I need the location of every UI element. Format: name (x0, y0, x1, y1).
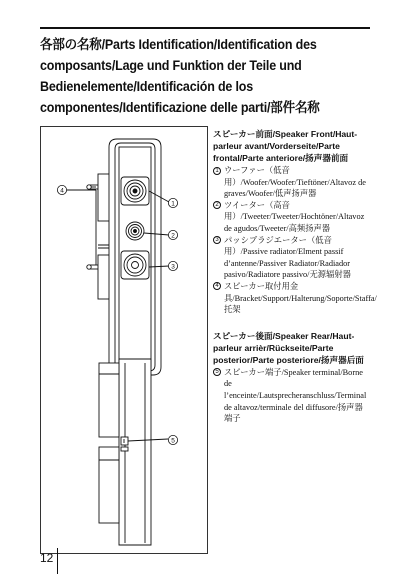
speaker-illustration (40, 126, 208, 554)
list-item (213, 165, 371, 200)
list-item (213, 235, 371, 281)
callout-2-label: 2 (171, 232, 175, 240)
item-text-3: パッシブラジエーター（低音用）/Passive radiator/Elment passif d’antenne/Passiver Radiator/Radiador pasivo/Radiatore passivo/无源辐射器 (224, 235, 351, 280)
callout-4 (57, 185, 66, 194)
callout-5-label: 5 (171, 437, 175, 445)
callout-3 (168, 261, 177, 270)
callout-3-label: 3 (171, 263, 175, 271)
item-text-5: スピーカー端子/Speaker terminal/Borne de l’enceinte/Lautsprecheranschluss/Terminal de altavoz/terminale del diffusore/扬声器端子 (224, 367, 367, 424)
tweeter-drawing (126, 222, 144, 240)
woofer-drawing (121, 177, 149, 205)
rear-bracket-lower (99, 447, 119, 523)
front-section (213, 128, 377, 316)
callout-1 (168, 198, 177, 207)
rear-section-title: スピーカー後面/Speaker Rear/Haut-parleur arrièr/Rückseite/Parte posterior/Parte posteriore/扬声器后面 (213, 330, 364, 365)
callout-5 (168, 435, 177, 444)
callout-4-label: 4 (60, 187, 64, 195)
callout-1-label: 1 (171, 200, 175, 208)
rear-section (213, 330, 371, 425)
rear-cabinet (119, 359, 151, 545)
item-text-2: ツイーター（高音用）/Tweeter/Tweeter/Hochtöner/Altavoz de agudos/Tweeter/高频扬声器 (224, 200, 365, 233)
page-number-divider (57, 548, 58, 574)
item-number-1: 1 (213, 167, 221, 175)
speaker-terminal-drawing (121, 437, 128, 451)
list-item (213, 367, 371, 425)
front-parts-list (213, 165, 377, 316)
callout-2 (168, 230, 177, 239)
item-number-2: 2 (213, 201, 221, 209)
item-number-5: 5 (213, 368, 221, 376)
passive-radiator-drawing (121, 251, 149, 279)
page-number: 12 (40, 551, 54, 565)
item-number-4: 4 (213, 282, 221, 290)
item-number-3: 3 (213, 236, 221, 244)
item-text-4: スピーカー取付用金具/Bracket/Support/Halterung/Soporte/Staffa/托架 (224, 281, 377, 315)
rear-parts-list (213, 367, 371, 425)
front-section-title: スピーカー前面/Speaker Front/Haut-parleur avant/Vorderseite/Parte frontal/Parte anteriore/扬声器前面 (213, 129, 358, 163)
list-item (213, 281, 377, 316)
list-item (213, 200, 371, 235)
parts-description-column (213, 128, 377, 425)
top-rule (40, 27, 370, 29)
page-title: 各部の名称/Parts Identification/Identification des composants/Lage und Funktion der Teile und Bedienelemente/Identificación de los componentes/Identificazione delle parti/部件名称 (40, 37, 320, 115)
speaker-drawing (41, 127, 209, 555)
item-text-1: ウーファー（低音用）/Woofer/Woofer/Tieftöner/Altavoz de graves/Woofer/低声扬声器 (224, 166, 366, 199)
